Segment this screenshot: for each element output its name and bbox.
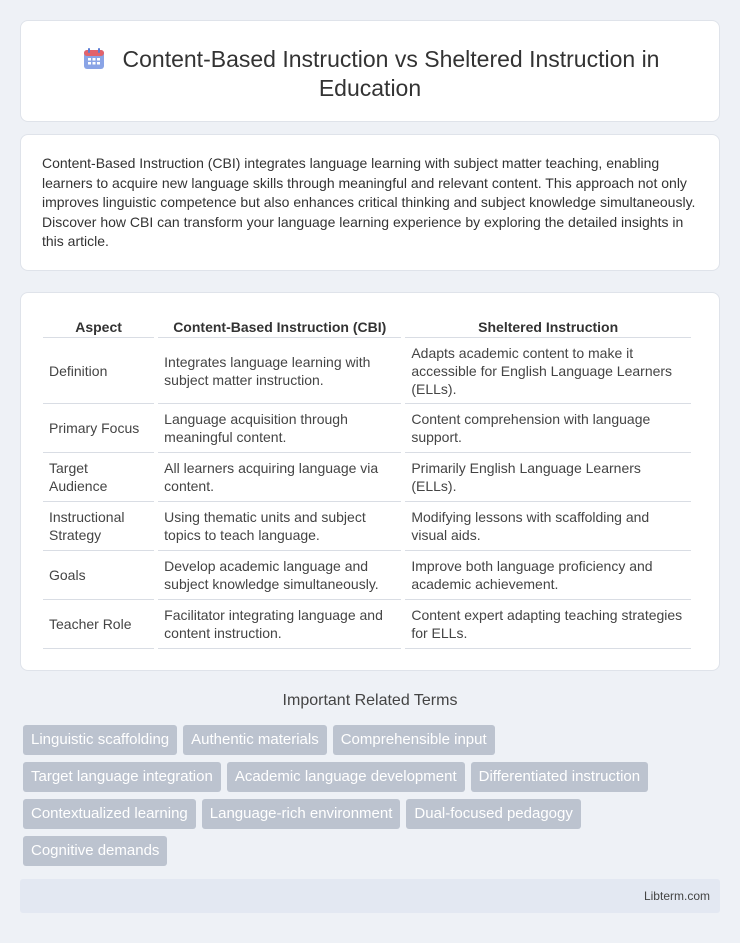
header-aspect: Aspect <box>43 316 154 338</box>
site-link[interactable]: Libterm.com <box>643 889 710 903</box>
row-aspect: Primary Focus <box>43 404 154 453</box>
row-sheltered: Content comprehension with language support. <box>405 404 691 453</box>
page-title-text: Content-Based Instruction vs Sheltered Instruction in Education <box>122 46 660 101</box>
table-row <box>43 551 691 600</box>
header-sheltered: Sheltered Instruction <box>405 316 691 338</box>
comparison-card <box>20 292 720 671</box>
term-tag[interactable]: Academic language development <box>227 762 465 792</box>
row-cbi: Language acquisition through meaningful content. <box>158 404 401 453</box>
header-cbi: Content-Based Instruction (CBI) <box>158 316 401 338</box>
row-aspect: Goals <box>43 551 154 600</box>
row-aspect: Definition <box>43 338 154 404</box>
term-tag[interactable]: Contextualized learning <box>23 799 196 829</box>
row-cbi: Develop academic language and subject knowledge simultaneously. <box>158 551 401 600</box>
related-terms <box>23 725 723 873</box>
page-title <box>61 45 679 103</box>
intro-card <box>20 134 720 271</box>
row-cbi: All learners acquiring language via content. <box>158 453 401 502</box>
table-row <box>43 502 691 551</box>
table-row <box>43 453 691 502</box>
row-sheltered: Adapts academic content to make it accessible for English Language Learners (ELLs). <box>405 338 691 404</box>
title-card <box>20 20 720 122</box>
comparison-table <box>39 316 695 649</box>
term-tag[interactable]: Language-rich environment <box>202 799 401 829</box>
table-row <box>43 600 691 649</box>
row-sheltered: Modifying lessons with scaffolding and visual aids. <box>405 502 691 551</box>
table-row <box>43 338 691 404</box>
term-tag[interactable]: Cognitive demands <box>23 836 167 866</box>
related-terms-heading: Important Related Terms <box>282 692 458 709</box>
term-tag[interactable]: Target language integration <box>23 762 221 792</box>
row-aspect: Target Audience <box>43 453 154 502</box>
term-tag[interactable]: Linguistic scaffolding <box>23 725 177 755</box>
row-aspect: Instructional Strategy <box>43 502 154 551</box>
row-cbi: Integrates language learning with subject matter instruction. <box>158 338 401 404</box>
row-sheltered: Improve both language proficiency and academic achievement. <box>405 551 691 600</box>
table-row <box>43 404 691 453</box>
row-aspect: Teacher Role <box>43 600 154 649</box>
row-cbi: Facilitator integrating language and content instruction. <box>158 600 401 649</box>
intro-text: Content-Based Instruction (CBI) integrates language learning with subject matter teaching, enabling learners to acquire new language skills through meaningful and relevant content. This approach not only improves linguistic competence but also enhances critical thinking and subject knowledge simultaneously. Discover how CBI can transform your language learning experience by exploring the detailed insights in this article. <box>42 155 696 250</box>
calendar-icon <box>81 46 107 72</box>
term-tag[interactable]: Comprehensible input <box>333 725 495 755</box>
row-cbi: Using thematic units and subject topics to teach language. <box>158 502 401 551</box>
term-tag[interactable]: Differentiated instruction <box>471 762 648 792</box>
row-sheltered: Content expert adapting teaching strategies for ELLs. <box>405 600 691 649</box>
term-tag[interactable]: Authentic materials <box>183 725 327 755</box>
footer <box>20 879 720 913</box>
term-tag[interactable]: Dual-focused pedagogy <box>406 799 580 829</box>
row-sheltered: Primarily English Language Learners (ELLs). <box>405 453 691 502</box>
